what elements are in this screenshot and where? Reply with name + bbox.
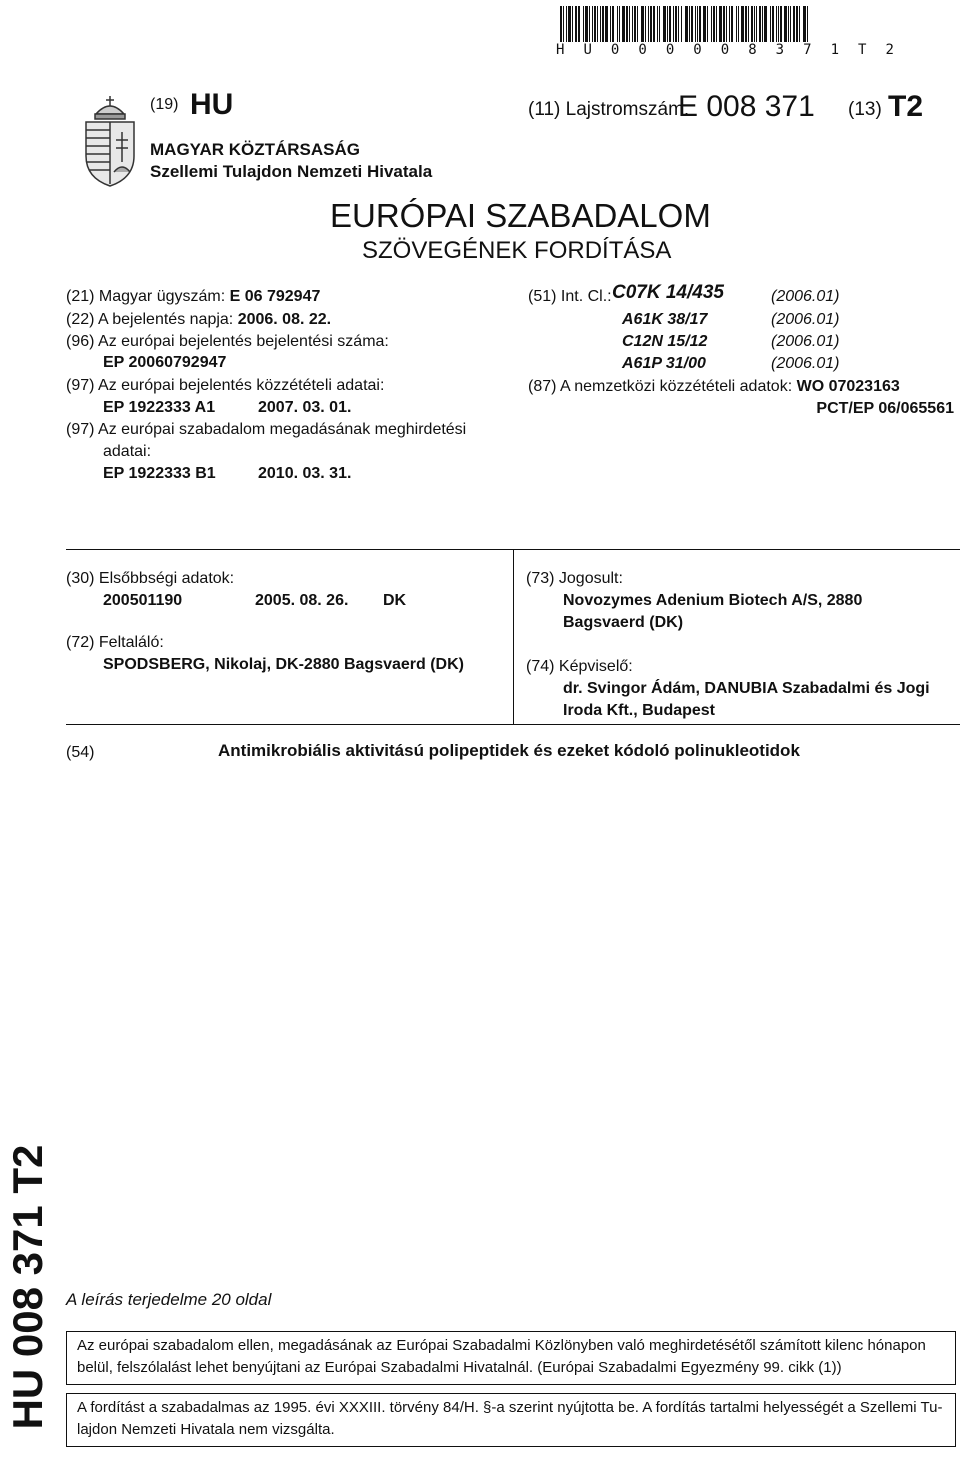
barcode-bar: [751, 6, 753, 42]
barcode-bar: [650, 6, 652, 42]
barcode-bar: [667, 6, 668, 42]
field-13-code: (13): [848, 99, 882, 120]
barcode-bar: [736, 6, 737, 42]
barcode: [560, 6, 955, 42]
field-97a-number: EP 1922333 A1: [103, 399, 216, 416]
document-title-line1: EURÓPAI SZABADALOM: [330, 197, 711, 234]
barcode-bar: [807, 6, 808, 42]
field-96-value: EP 20060792947: [103, 354, 227, 371]
int-class-4-version: (2006.01): [771, 355, 840, 372]
barcode-bar: [762, 6, 763, 42]
barcode-bar: [697, 6, 698, 42]
field-73-label: (73) Jogosult:: [526, 570, 623, 587]
barcode-bar: [799, 6, 800, 42]
barcode-bar: [583, 6, 584, 42]
barcode-bar: [622, 6, 625, 42]
description-length: A leírás terjedelme 20 oldal: [66, 1290, 272, 1309]
office-name-line2: Szellemi Tulajdon Nemzeti Hivatala: [150, 162, 433, 181]
barcode-bar: [681, 6, 682, 42]
barcode-bar: [669, 6, 671, 42]
barcode-bar: [719, 6, 722, 42]
barcode-bar: [589, 6, 590, 42]
registration-number: E 008 371: [678, 90, 815, 123]
field-21: (21) Magyar ügyszám: E 06 792947: [66, 288, 321, 305]
barcode-bar: [675, 6, 677, 42]
barcode-bar: [756, 6, 757, 42]
barcode-bar: [784, 6, 787, 42]
barcode-bar: [619, 6, 620, 42]
barcode-bar: [585, 6, 588, 42]
field-19-code: (19): [150, 96, 179, 113]
barcode-bar: [629, 6, 630, 42]
barcode-bar: [691, 6, 693, 42]
barcode-bar: [741, 6, 744, 42]
opposition-notice-line1: Az európai szabadalom ellen, megadásának az Európai Szabadalmi Közlönyben való meghirdetésétől számított kilenc hónapon: [77, 1337, 926, 1354]
barcode-bar: [634, 6, 636, 42]
coat-of-arms-icon: [78, 92, 142, 188]
field-30-country: DK: [383, 592, 407, 609]
field-97b-number: EP 1922333 B1: [103, 465, 216, 482]
opposition-notice-line2: belül, felszólalást lehet benyújtani az Európai Szabadalmi Hivatalnál. (Európai Szabadalmi Egyezmény 99. cikk (1)): [77, 1359, 842, 1376]
barcode-bar: [745, 6, 747, 42]
barcode-bar: [699, 6, 701, 42]
barcode-bar: [790, 6, 791, 42]
barcode-bar: [803, 6, 806, 42]
field-11-label: (11) Lajstromszám:: [528, 99, 690, 120]
int-class-4: A61P 31/00: [622, 355, 706, 372]
barcode-bar: [663, 6, 666, 42]
int-class-2-version: (2006.01): [771, 311, 840, 328]
field-54-code: (54): [66, 744, 95, 761]
field-97a-date: 2007. 03. 01.: [258, 399, 352, 416]
barcode-bar: [759, 6, 761, 42]
field-96-label: (96) Az európai bejelentés bejelentési száma:: [66, 333, 389, 350]
barcode-bar: [617, 6, 618, 42]
field-30-date: 2005. 08. 26.: [255, 592, 349, 609]
side-registration-number: HU 008 371 T2: [4, 1144, 51, 1430]
barcode-bar: [641, 6, 644, 42]
barcode-bar: [793, 6, 795, 42]
barcode-bar: [632, 6, 633, 42]
field-74-value-line1: dr. Svingor Ádám, DANUBIA Szabadalmi és Jogi: [563, 680, 930, 697]
field-97a-label: (97) Az európai bejelentés közzétételi adatai:: [66, 377, 385, 394]
barcode-bar: [713, 6, 715, 42]
barcode-bar: [707, 6, 708, 42]
field-97b-date: 2010. 03. 31.: [258, 465, 352, 482]
barcode-bar: [602, 6, 604, 42]
barcode-bar: [780, 6, 782, 42]
barcode-bar: [678, 6, 679, 42]
barcode-bar: [796, 6, 798, 42]
translation-notice: [66, 1393, 956, 1447]
barcode-bar: [729, 6, 730, 42]
barcode-bar: [726, 6, 727, 42]
barcode-bar: [685, 6, 688, 42]
field-30-label: (30) Elsőbbségi adatok:: [66, 570, 235, 587]
barcode-bar: [723, 6, 725, 42]
field-51-label: (51) Int. Cl.:: [528, 288, 612, 305]
barcode-bar: [657, 6, 658, 42]
field-87: (87) A nemzetközi közzétételi adatok: WO 07023163: [528, 378, 900, 395]
barcode-bar: [748, 6, 749, 42]
barcode-bar: [563, 6, 564, 42]
invention-title: Antimikrobiális aktivitású polipeptidek és ezeket kódoló polinukleotidok: [218, 741, 800, 760]
translation-notice-line1: A fordítást a szabadalmas az 1995. évi XXXIII. törvény 84/H. §-a szerint nyújtotta be. A fordítás tartalmi helyességét a Szellemi Tu-: [77, 1399, 943, 1416]
translation-notice-line2: lajdon Nemzeti Hivatala nem vizsgálta.: [77, 1421, 335, 1438]
barcode-bar: [597, 6, 598, 42]
barcode-bar: [600, 6, 601, 42]
barcode-bar: [575, 6, 577, 42]
int-class-3-version: (2006.01): [771, 333, 840, 350]
barcode-bar: [788, 6, 789, 42]
office-name-line1: MAGYAR KÖZTÁRSASÁG: [150, 140, 360, 159]
int-class-3: C12N 15/12: [622, 333, 708, 350]
barcode-bar: [772, 6, 774, 42]
barcode-bar: [716, 6, 717, 42]
field-74-label: (74) Képviselő:: [526, 658, 633, 675]
field-97b-label-line2: adatai:: [103, 443, 152, 460]
barcode-bar: [659, 6, 660, 42]
field-73-value-line2: Bagsvaerd (DK): [563, 614, 684, 631]
barcode-bar: [612, 6, 614, 42]
field-87-pct: PCT/EP 06/065561: [816, 400, 954, 417]
barcode-bar: [764, 6, 767, 42]
barcode-bar: [754, 6, 755, 42]
divider-vertical: [513, 549, 514, 724]
barcode-bar: [626, 6, 628, 42]
country-code: HU: [190, 88, 234, 121]
int-class-1-version: (2006.01): [771, 288, 840, 305]
barcode-bar: [594, 6, 596, 42]
barcode-bar: [703, 6, 706, 42]
barcode-bar: [648, 6, 649, 42]
barcode-bar: [711, 6, 712, 42]
field-73-value-line1: Novozymes Adenium Biotech A/S, 2880: [563, 592, 863, 609]
barcode-bar: [776, 6, 777, 42]
int-class-2: A61K 38/17: [622, 311, 708, 328]
barcode-bar: [566, 6, 567, 42]
barcode-number: H U 0 0 0 0 0 8 3 7 1 T 2: [556, 42, 900, 58]
barcode-bar: [568, 6, 571, 42]
barcode-bar: [778, 6, 779, 42]
barcode-bar: [695, 6, 696, 42]
barcode-bar: [645, 6, 646, 42]
barcode-bar: [578, 6, 580, 42]
int-class-1: C07K 14/435: [612, 282, 724, 303]
barcode-bar: [731, 6, 733, 42]
opposition-notice: [66, 1331, 956, 1385]
barcode-bar: [637, 6, 638, 42]
document-title-line2: SZÖVEGÉNEK FORDÍTÁSA: [362, 237, 672, 264]
field-22: (22) A bejelentés napja: 2006. 08. 22.: [66, 311, 332, 328]
barcode-bar: [738, 6, 739, 42]
barcode-bar: [689, 6, 690, 42]
barcode-bar: [673, 6, 674, 42]
barcode-bar: [605, 6, 608, 42]
field-72-value: SPODSBERG, Nikolaj, DK-2880 Bagsvaerd (DK): [103, 656, 464, 673]
barcode-bar: [770, 6, 771, 42]
barcode-bar: [560, 6, 562, 42]
barcode-bar: [572, 6, 573, 42]
field-74-value-line2: Iroda Kft., Budapest: [563, 702, 716, 719]
barcode-bar: [610, 6, 611, 42]
barcode-bar: [592, 6, 593, 42]
barcode-bar: [653, 6, 655, 42]
field-97b-label-line1: (97) Az európai szabadalom megadásának meghirdetési: [66, 421, 467, 438]
kind-code: T2: [888, 90, 924, 123]
field-30-number: 200501190: [103, 592, 183, 609]
divider-bottom: [66, 724, 960, 725]
field-72-label: (72) Feltaláló:: [66, 634, 164, 651]
